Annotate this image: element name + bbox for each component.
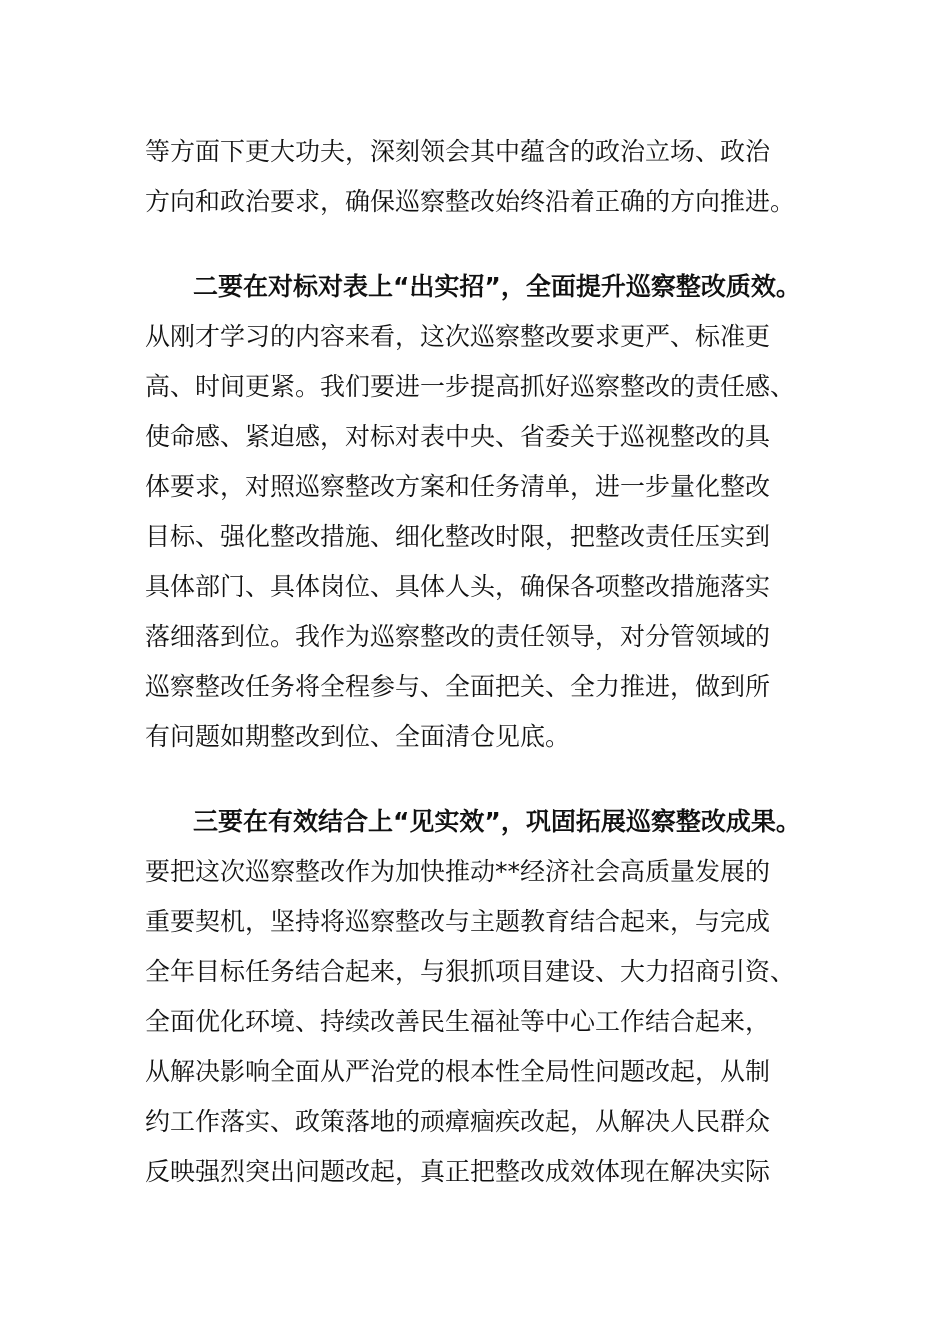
section2-line-7: 落细落到位。我作为巡察整改的责任领导，对分管领域的 <box>145 622 771 651</box>
section2-line-9: 有问题如期整改到位、全面清仓见底。 <box>145 722 571 751</box>
section3-line-3: 全年目标任务结合起来，与狠抓项目建设、大力招商引资、 <box>145 957 796 986</box>
section3-line-5: 从解决影响全面从严治党的根本性全局性问题改起，从制 <box>145 1057 771 1086</box>
section2-line-5: 目标、强化整改措施、细化整改时限，把整改责任压实到 <box>145 522 771 551</box>
section2-line-2: 高、时间更紧。我们要进一步提高抓好巡察整改的责任感、 <box>145 372 796 401</box>
section3-line-2: 重要契机，坚持将巡察整改与主题教育结合起来，与完成 <box>145 907 771 936</box>
section2-line-3: 使命感、紧迫感，对标对表中央、省委关于巡视整改的具 <box>145 422 771 451</box>
section3-line-7: 反映强烈突出问题改起，真正把整改成效体现在解决实际 <box>145 1157 771 1186</box>
section3-line-4: 全面优化环境、持续改善民生福祉等中心工作结合起来， <box>145 1007 771 1036</box>
continuation-line-2: 方向和政治要求，确保巡察整改始终沿着正确的方向推进。 <box>145 187 796 216</box>
continuation-line-1: 等方面下更大功夫，深刻领会其中蕴含的政治立场、政治 <box>145 137 771 166</box>
section3-line-1: 要把这次巡察整改作为加快推动**经济社会高质量发展的 <box>145 857 771 886</box>
section2-line-6: 具体部门、具体岗位、具体人头，确保各项整改措施落实 <box>145 572 771 601</box>
section2-line-8: 巡察整改任务将全程参与、全面把关、全力推进，做到所 <box>145 672 771 701</box>
section2-heading: 二要在对标对表上“出实招”，全面提升巡察整改质效。 <box>193 272 801 301</box>
section2-line-4: 体要求，对照巡察整改方案和任务清单，进一步量化整改 <box>145 472 771 501</box>
section3-line-6: 约工作落实、政策落地的顽瘴痼疾改起，从解决人民群众 <box>145 1107 771 1136</box>
section2-line-1: 从刚才学习的内容来看，这次巡察整改要求更严、标准更 <box>145 322 771 351</box>
section3-heading: 三要在有效结合上“见实效”，巩固拓展巡察整改成果。 <box>193 807 801 836</box>
